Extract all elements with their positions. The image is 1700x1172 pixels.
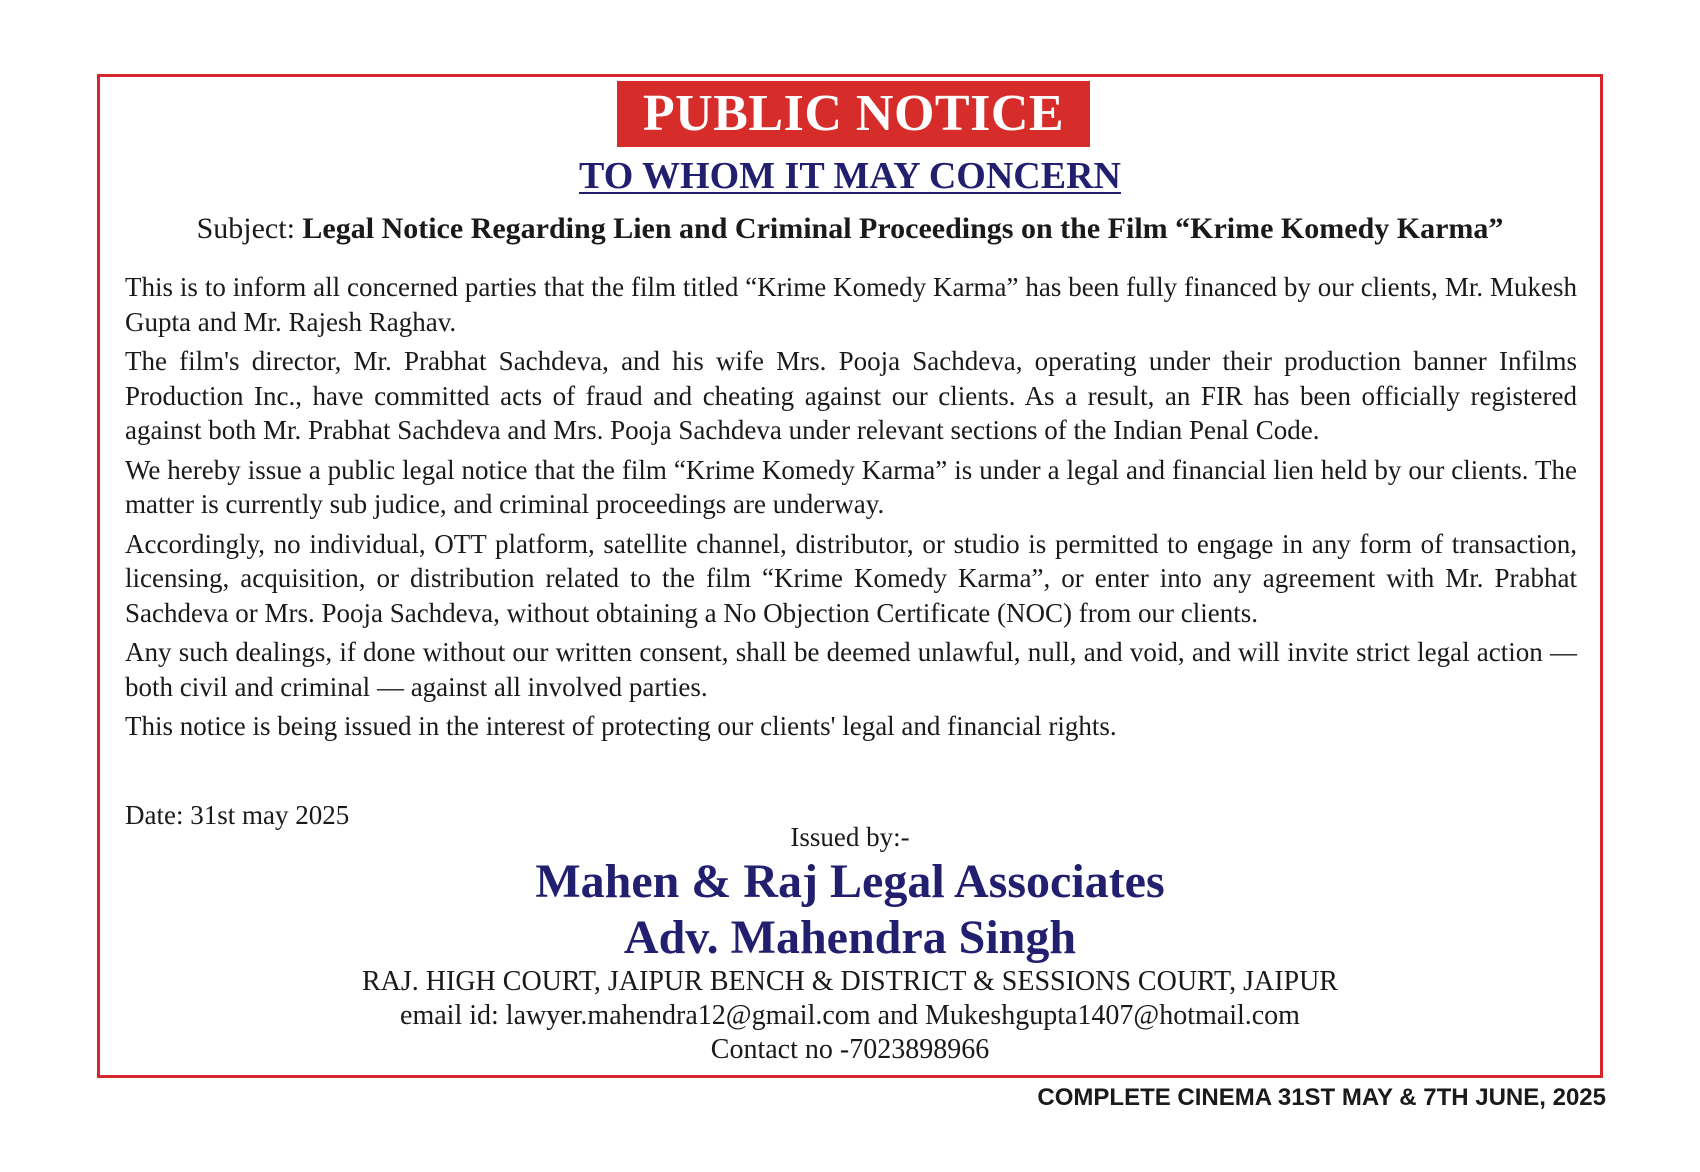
email-line: email id: lawyer.mahendra12@gmail.com and Mukeshgupta1407@hotmail.com — [400, 1000, 1300, 1031]
body-paragraph: Any such dealings, if done without our written consent, shall be deemed unlawful, null, and void, and will invite strict legal action — both civil and criminal — against all involved parties. — [125, 637, 1577, 702]
body-paragraph: The film's director, Mr. Prabhat Sachdeva, and his wife Mrs. Pooja Sachdeva, operating under their production banner Infilms Production Inc., have committed acts of fraud and cheating against our clients. As a result, an FIR has been officially registered against both Mr. Prabhat Sachdeva and Mrs. Pooja Sachdeva under relevant sections of the Indian Penal Code. — [125, 346, 1577, 445]
notice-date: Date: 31st may 2025 — [125, 800, 350, 830]
body-paragraph: Accordingly, no individual, OTT platform, satellite channel, distributor, or studio is permitted to engage in any form of transaction, licensing, acquisition, or distribution related to the film “Krime Komedy Karma”, or enter into any agreement with Mr. Prabhat Sachdeva or Mrs. Pooja Sachdeva, without obtaining a No Objection Certificate (NOC) from our clients. — [125, 528, 1577, 628]
subject-text: Legal Notice Regarding Lien and Criminal Proceedings on the Film “Krime Komedy Karma” — [302, 212, 1504, 245]
to-whom-heading-row — [0, 154, 1700, 198]
body-paragraph: This is to inform all concerned parties that the film titled “Krime Komedy Karma” has been fully financed by our clients, Mr. Mukesh Gupta and Mr. Rajesh Raghav. — [125, 272, 1577, 337]
contact-line: Contact no -7023898966 — [710, 1034, 990, 1065]
publication-credit: COMPLETE CINEMA 31ST MAY & 7TH JUNE, 2025 — [1037, 1084, 1606, 1111]
notice-body — [125, 270, 1577, 749]
subject-line — [0, 212, 1700, 246]
body-paragraph: We hereby issue a public legal notice that the film “Krime Komedy Karma” is under a legal and financial lien held by our clients. The matter is currently sub judice, and criminal proceedings are underway. — [125, 454, 1577, 519]
notice-title: PUBLIC NOTICE — [642, 85, 1065, 142]
advocate-name: Adv. Mahendra Singh — [623, 911, 1077, 964]
court-line: RAJ. HIGH COURT, JAIPUR BENCH & DISTRICT & SESSIONS COURT, JAIPUR — [362, 966, 1338, 997]
to-whom-heading: TO WHOM IT MAY CONCERN — [579, 155, 1121, 197]
issued-by-label: Issued by:- — [790, 822, 910, 852]
firm-name: Mahen & Raj Legal Associates — [535, 855, 1165, 908]
subject-label: Subject: — [196, 212, 295, 245]
public-notice-banner — [617, 81, 1090, 147]
body-paragraph: This notice is being issued in the interest of protecting our clients' legal and financial rights. — [125, 711, 1117, 741]
